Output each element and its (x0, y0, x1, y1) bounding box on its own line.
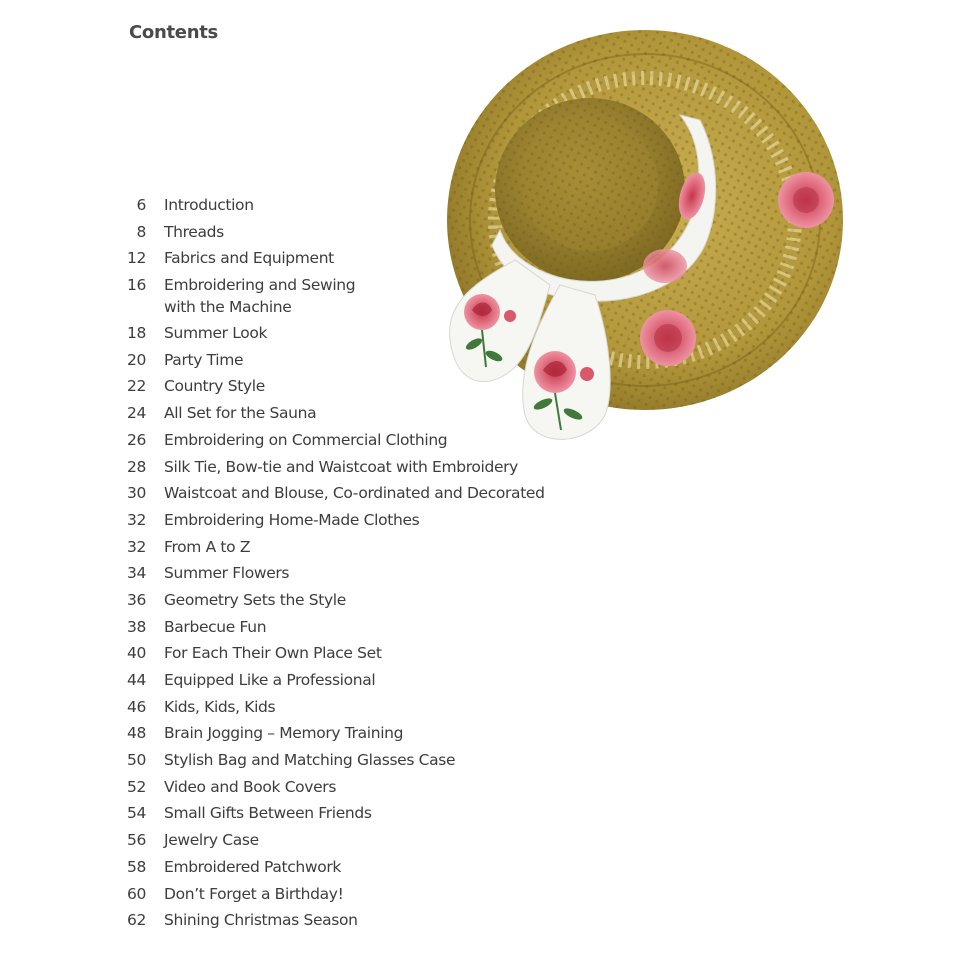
toc-entry (112, 509, 572, 536)
toc-page-number: 34 (126, 564, 146, 583)
toc-page-number: 40 (126, 644, 146, 663)
toc-page-number: 38 (126, 617, 146, 636)
toc-entry-title: Waistcoat and Blouse, Co-ordinated and Decorated (164, 484, 545, 503)
toc-entry-title: All Set for the Sauna (164, 404, 317, 423)
toc-entry (112, 247, 572, 274)
toc-page-number: 50 (126, 751, 146, 770)
toc-entry-title: Summer Look (164, 324, 268, 343)
toc-entry (112, 909, 572, 936)
toc-entry-title: From A to Z (164, 537, 251, 556)
toc-entry-title: Barbecue Fun (164, 617, 267, 636)
toc-page-number: 8 (136, 222, 146, 241)
toc-page-number: 12 (126, 249, 146, 268)
toc-entry-title: Embroidering Home-Made Clothes (164, 510, 420, 529)
toc-page-number: 26 (126, 430, 146, 449)
toc-entry-title: Embroidering and Sewing with the Machine (164, 276, 356, 317)
toc-page-number: 22 (126, 377, 146, 396)
rose-on-brim-1 (640, 310, 696, 366)
toc-entry-title: Video and Book Covers (164, 777, 337, 796)
rose-on-band-2 (643, 249, 687, 283)
toc-page-number: 46 (126, 697, 146, 716)
toc-entry-title: Brain Jogging – Memory Training (164, 724, 404, 743)
toc-entry (112, 776, 572, 803)
table-of-contents (112, 194, 572, 936)
toc-page-number: 24 (126, 404, 146, 423)
toc-page-number: 16 (126, 276, 146, 295)
toc-entry (112, 829, 572, 856)
toc-page-number: 30 (126, 484, 146, 503)
toc-entry (112, 616, 572, 643)
toc-page-number: 32 (126, 537, 146, 556)
page-title: Contents (129, 22, 218, 43)
toc-entry-title: Country Style (164, 377, 265, 396)
toc-page-number: 52 (126, 777, 146, 796)
toc-entry-title: Geometry Sets the Style (164, 590, 346, 609)
toc-entry-title: Stylish Bag and Matching Glasses Case (164, 751, 456, 770)
toc-entry-title: Jewelry Case (164, 831, 259, 850)
toc-entry (112, 749, 572, 776)
toc-entry-title: Small Gifts Between Friends (164, 804, 372, 823)
toc-entry (112, 221, 572, 248)
toc-entry (112, 456, 572, 483)
toc-entry (112, 856, 572, 883)
toc-entry (112, 562, 572, 589)
toc-entry-title: Embroidered Patchwork (164, 857, 341, 876)
toc-entry (112, 429, 572, 456)
toc-page-number: 32 (126, 510, 146, 529)
toc-entry-title: Shining Christmas Season (164, 911, 358, 930)
rose-on-brim-2 (778, 172, 834, 228)
toc-entry (112, 589, 572, 616)
toc-entry (112, 349, 572, 376)
toc-entry (112, 883, 572, 910)
toc-page-number: 36 (126, 590, 146, 609)
toc-page-number: 58 (126, 857, 146, 876)
toc-entry (112, 194, 572, 221)
toc-entry-title: Embroidering on Commercial Clothing (164, 430, 448, 449)
toc-entry-title: Party Time (164, 350, 244, 369)
toc-entry-title: Kids, Kids, Kids (164, 697, 276, 716)
toc-page-number: 48 (126, 724, 146, 743)
toc-entry-title: Summer Flowers (164, 564, 290, 583)
toc-entry-title: Fabrics and Equipment (164, 249, 334, 268)
toc-entry-title: Silk Tie, Bow-tie and Waistcoat with Embroidery (164, 457, 518, 476)
toc-entry (112, 322, 572, 349)
toc-entry (112, 402, 572, 429)
toc-page-number: 44 (126, 671, 146, 689)
toc-entry (112, 274, 572, 322)
toc-entry-title: Equipped Like a Professional (164, 671, 376, 689)
toc-entry-title: For Each Their Own Place Set (164, 644, 382, 663)
toc-page-number: 28 (126, 457, 146, 476)
toc-entry (112, 669, 572, 696)
toc-entry (112, 802, 572, 829)
toc-entry (112, 482, 572, 509)
toc-entry (112, 375, 572, 402)
toc-entry (112, 642, 572, 669)
toc-page-number: 60 (126, 884, 146, 903)
toc-page-number: 62 (126, 911, 146, 930)
toc-page-number: 56 (126, 831, 146, 850)
toc-entry (112, 536, 572, 563)
toc-entry (112, 722, 572, 749)
toc-entry (112, 696, 572, 723)
toc-entry-title: Introduction (164, 196, 254, 214)
toc-entry-title: Don’t Forget a Birthday! (164, 884, 344, 903)
toc-entry-title: Threads (164, 222, 224, 241)
toc-page-number: 18 (126, 324, 146, 343)
toc-page-number: 6 (136, 196, 146, 214)
toc-page-number: 54 (126, 804, 146, 823)
toc-page-number: 20 (126, 350, 146, 369)
